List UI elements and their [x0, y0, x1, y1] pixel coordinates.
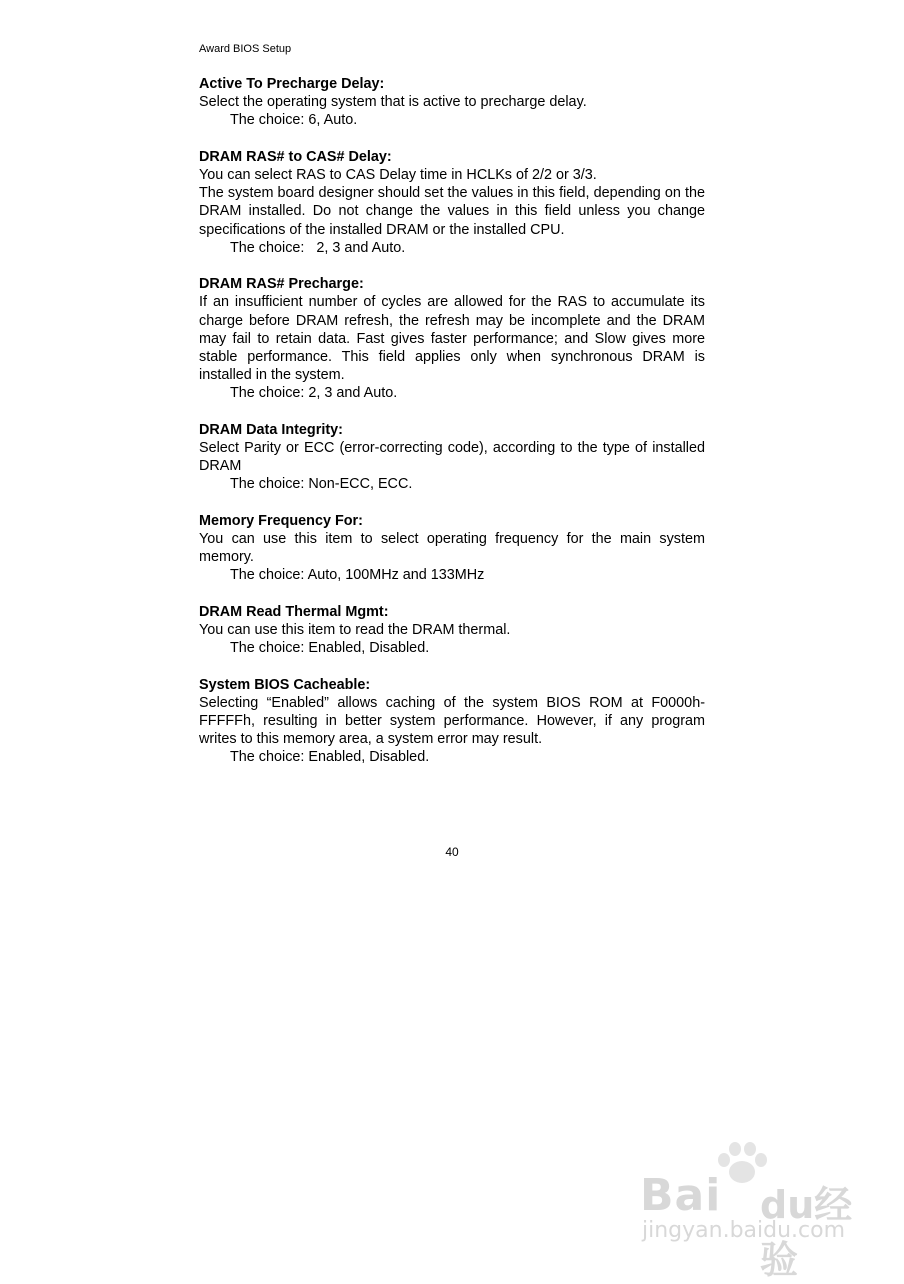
- page-number: 40: [445, 845, 459, 859]
- section-paragraph: Select the operating system that is active to precharge delay.: [199, 94, 587, 111]
- baidu-jingyan-watermark: [640, 1140, 870, 1282]
- section-paragraph: If an insufficient number of cycles are allowed for the RAS to accumulate its charge before DRAM refresh, the refresh may be incomplete and the DRAM may fail to retain data. Fast gives faster performance; and Slow gives more stable performance. This field applies only when synchronous DRAM is installed in the system.: [199, 294, 705, 384]
- section-active-to-precharge-delay: [199, 75, 705, 130]
- section-heading: DRAM Read Thermal Mgmt:: [199, 603, 389, 620]
- section-choice: The choice: 2, 3 and Auto.: [230, 239, 406, 256]
- section-heading: Memory Frequency For:: [199, 512, 363, 529]
- section-choice: The choice: Enabled, Disabled.: [230, 640, 430, 657]
- watermark-brand-suffix: du经验: [760, 1183, 853, 1282]
- section-heading: DRAM RAS# Precharge:: [199, 276, 364, 293]
- section-paragraph: You can use this item to read the DRAM thermal.: [199, 622, 511, 639]
- section-dram-data-integrity: [199, 421, 705, 494]
- page-header: Award BIOS Setup: [199, 43, 292, 55]
- section-choice: The choice: Auto, 100MHz and 133MHz: [230, 567, 485, 584]
- section-ras-precharge: [199, 275, 705, 402]
- section-paragraph: Select Parity or ECC (error-correcting code), according to the type of installed DRAM: [199, 440, 705, 475]
- watermark-url: jingyan.baidu.com: [642, 1218, 846, 1243]
- section-heading: System BIOS Cacheable:: [199, 676, 371, 693]
- section-choice: The choice: Non-ECC, ECC.: [230, 476, 413, 493]
- section-system-bios-cacheable: [199, 676, 705, 767]
- section-paragraph: You can select RAS to CAS Delay time in HCLKs of 2/2 or 3/3.: [199, 167, 597, 183]
- section-heading: Active To Precharge Delay:: [199, 76, 385, 92]
- section-heading: DRAM RAS# to CAS# Delay:: [199, 148, 392, 165]
- section-paragraph: The system board designer should set the values in this field, depending on the DRAM installed. Do not change the values in this field unless you change specifications of the installed DRAM or the installed CPU.: [199, 185, 705, 238]
- watermark-brand: Bai: [640, 1170, 722, 1221]
- section-memory-frequency: [199, 512, 705, 585]
- section-dram-read-thermal: [199, 603, 705, 658]
- document-body: [199, 75, 705, 785]
- section-paragraph: You can use this item to select operating frequency for the main system memory.: [199, 531, 705, 566]
- section-paragraph: Selecting “Enabled” allows caching of the system BIOS ROM at F0000h-FFFFFh, resulting in better system performance. However, if any program writes to this memory area, a system error may result.: [199, 694, 705, 748]
- section-heading: DRAM Data Integrity:: [199, 421, 343, 438]
- section-choice: The choice: 6, Auto.: [230, 112, 358, 129]
- section-choice: The choice: 2, 3 and Auto.: [230, 385, 398, 402]
- section-choice: The choice: Enabled, Disabled.: [230, 749, 430, 766]
- section-ras-to-cas-delay: [199, 148, 705, 257]
